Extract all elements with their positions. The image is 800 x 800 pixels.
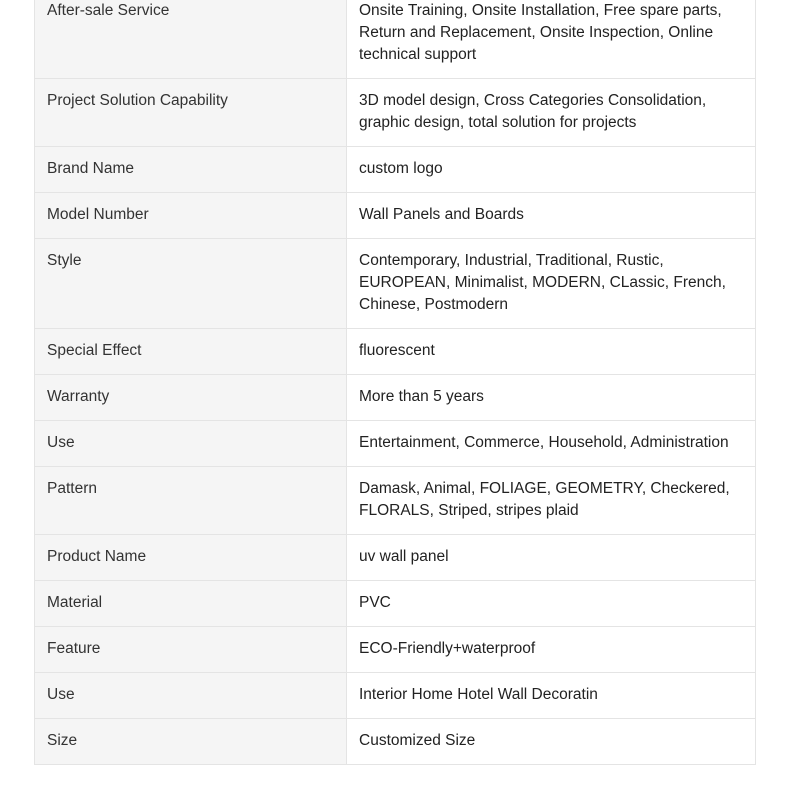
spec-table: [34, 0, 756, 765]
table-row: [35, 421, 756, 467]
attribute-value: ECO-Friendly+waterproof: [347, 627, 756, 673]
attribute-label: Use: [35, 673, 347, 719]
table-row: [35, 673, 756, 719]
table-row: [35, 719, 756, 765]
attribute-label: Pattern: [35, 467, 347, 535]
table-row: [35, 329, 756, 375]
attribute-label: Style: [35, 239, 347, 329]
spec-table-body: [35, 0, 756, 765]
attribute-value: Onsite Training, Onsite Installation, Free spare parts, Return and Replacement, Onsite Inspection, Online technical support: [347, 0, 756, 79]
table-row: [35, 535, 756, 581]
attribute-label: Material: [35, 581, 347, 627]
attribute-label: Feature: [35, 627, 347, 673]
attribute-label: Product Name: [35, 535, 347, 581]
attribute-label: Model Number: [35, 193, 347, 239]
attribute-value: Wall Panels and Boards: [347, 193, 756, 239]
attribute-label: Warranty: [35, 375, 347, 421]
attribute-label: After-sale Service: [35, 0, 347, 79]
attribute-value: Damask, Animal, FOLIAGE, GEOMETRY, Checkered, FLORALS, Striped, stripes plaid: [347, 467, 756, 535]
table-row: [35, 147, 756, 193]
attribute-value: Customized Size: [347, 719, 756, 765]
attribute-value: 3D model design, Cross Categories Consolidation, graphic design, total solution for projects: [347, 79, 756, 147]
attribute-value: fluorescent: [347, 329, 756, 375]
attribute-value: Interior Home Hotel Wall Decoratin: [347, 673, 756, 719]
table-row: [35, 375, 756, 421]
attribute-value: Contemporary, Industrial, Traditional, Rustic, EUROPEAN, Minimalist, MODERN, CLassic, French, Chinese, Postmodern: [347, 239, 756, 329]
table-row: [35, 581, 756, 627]
table-row: [35, 0, 756, 79]
attribute-value: custom logo: [347, 147, 756, 193]
attribute-value: uv wall panel: [347, 535, 756, 581]
table-row: [35, 193, 756, 239]
spec-table-container: [34, 0, 755, 765]
attribute-label: Size: [35, 719, 347, 765]
attribute-label: Project Solution Capability: [35, 79, 347, 147]
attribute-label: Special Effect: [35, 329, 347, 375]
attribute-label: Brand Name: [35, 147, 347, 193]
table-row: [35, 467, 756, 535]
attribute-label: Use: [35, 421, 347, 467]
table-row: [35, 79, 756, 147]
attribute-value: PVC: [347, 581, 756, 627]
table-row: [35, 239, 756, 329]
attribute-value: More than 5 years: [347, 375, 756, 421]
table-row: [35, 627, 756, 673]
attribute-value: Entertainment, Commerce, Household, Administration: [347, 421, 756, 467]
